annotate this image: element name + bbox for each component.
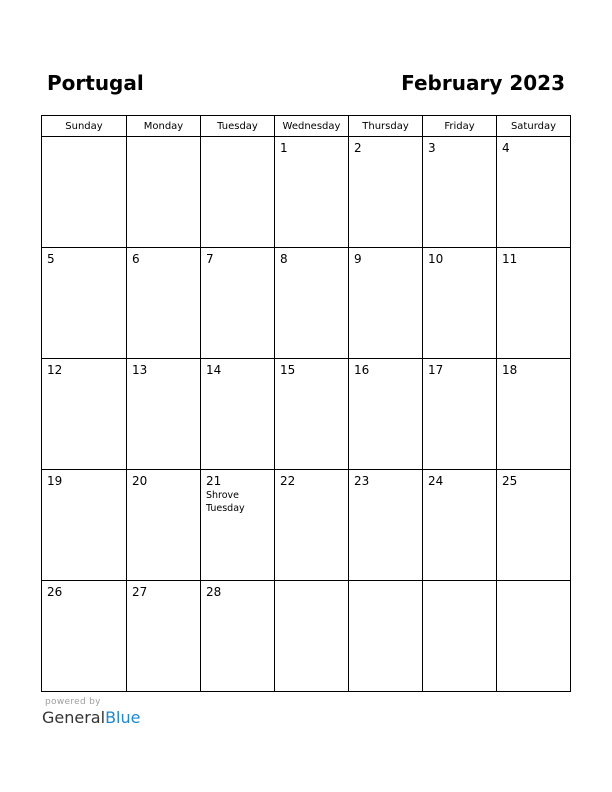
day-number: 27: [132, 585, 148, 599]
day-number: 25: [502, 474, 518, 488]
footer-branding: [42, 697, 140, 728]
day-cell: [275, 248, 349, 359]
day-cell: [349, 248, 423, 359]
weekday-friday: Friday: [423, 116, 497, 137]
holiday-label: [201, 488, 274, 515]
day-cell: [349, 137, 423, 248]
brand-logo-part2: Blue: [105, 708, 141, 727]
day-cell: [497, 248, 571, 359]
day-cell: [127, 359, 201, 470]
day-cell: [127, 248, 201, 359]
day-number: 12: [47, 363, 63, 377]
day-cell: [127, 470, 201, 581]
week-row: [42, 248, 571, 359]
day-number: [349, 581, 422, 585]
day-cell: [127, 137, 201, 248]
day-cell: [42, 137, 127, 248]
day-cell: [423, 248, 497, 359]
day-number: [275, 581, 348, 585]
weekday-tuesday: Tuesday: [201, 116, 275, 137]
day-number: 15: [280, 363, 296, 377]
day-number: 7: [206, 252, 214, 266]
day-number: 8: [280, 252, 288, 266]
week-row: [42, 137, 571, 248]
day-number: 14: [206, 363, 222, 377]
day-cell: [349, 581, 423, 692]
week-row: [42, 359, 571, 470]
day-number: 28: [206, 585, 222, 599]
week-row: [42, 470, 571, 581]
weekday-monday: Monday: [127, 116, 201, 137]
day-cell: [127, 581, 201, 692]
day-number: 2: [354, 141, 362, 155]
day-cell: [42, 581, 127, 692]
day-number: 20: [132, 474, 148, 488]
day-number: 23: [354, 474, 370, 488]
day-cell: [497, 581, 571, 692]
day-number: [127, 137, 200, 141]
day-cell: [275, 470, 349, 581]
day-cell: [201, 359, 275, 470]
day-number: 9: [354, 252, 362, 266]
day-cell: [42, 470, 127, 581]
day-cell: [423, 581, 497, 692]
holiday-label-line2: Tuesday: [206, 503, 245, 514]
day-number: 17: [428, 363, 444, 377]
day-cell: [497, 137, 571, 248]
country-title: Portugal: [47, 71, 144, 95]
brand-logo: [42, 708, 140, 728]
weekday-header-row: [42, 116, 571, 137]
day-cell: [423, 470, 497, 581]
day-number: 19: [47, 474, 63, 488]
weekday-wednesday: Wednesday: [275, 116, 349, 137]
weekday-sunday: Sunday: [42, 116, 127, 137]
brand-logo-part1: General: [42, 708, 106, 727]
day-cell-holiday: [201, 470, 275, 581]
day-cell: [42, 248, 127, 359]
day-number: [497, 581, 570, 585]
day-cell: [201, 137, 275, 248]
day-cell: [423, 359, 497, 470]
powered-by-text: powered by: [45, 697, 101, 707]
day-cell: [349, 359, 423, 470]
day-cell: [349, 470, 423, 581]
day-cell: [423, 137, 497, 248]
day-number: 3: [428, 141, 436, 155]
day-cell: [201, 581, 275, 692]
day-number: 6: [132, 252, 140, 266]
day-cell: [42, 359, 127, 470]
day-number: [423, 581, 496, 585]
holiday-label-line1: Shrove: [206, 490, 240, 501]
day-number: 26: [47, 585, 63, 599]
weekday-saturday: Saturday: [497, 116, 571, 137]
day-number: 1: [280, 141, 288, 155]
day-number: 11: [502, 252, 518, 266]
day-number: [42, 137, 126, 141]
weekday-thursday: Thursday: [349, 116, 423, 137]
day-number: 4: [502, 141, 510, 155]
day-number: 21: [206, 474, 222, 488]
day-number: 5: [47, 252, 55, 266]
day-number: 10: [428, 252, 444, 266]
day-cell: [497, 470, 571, 581]
day-number: 16: [354, 363, 370, 377]
day-cell: [201, 248, 275, 359]
day-cell: [275, 581, 349, 692]
day-cell: [275, 359, 349, 470]
day-number: 24: [428, 474, 444, 488]
day-number: 22: [280, 474, 296, 488]
day-number: 13: [132, 363, 148, 377]
month-title: February 2023: [401, 71, 565, 95]
calendar-grid: [41, 115, 571, 692]
day-number: [201, 137, 274, 141]
day-cell: [275, 137, 349, 248]
day-cell: [497, 359, 571, 470]
week-row: [42, 581, 571, 692]
day-number: 18: [502, 363, 518, 377]
